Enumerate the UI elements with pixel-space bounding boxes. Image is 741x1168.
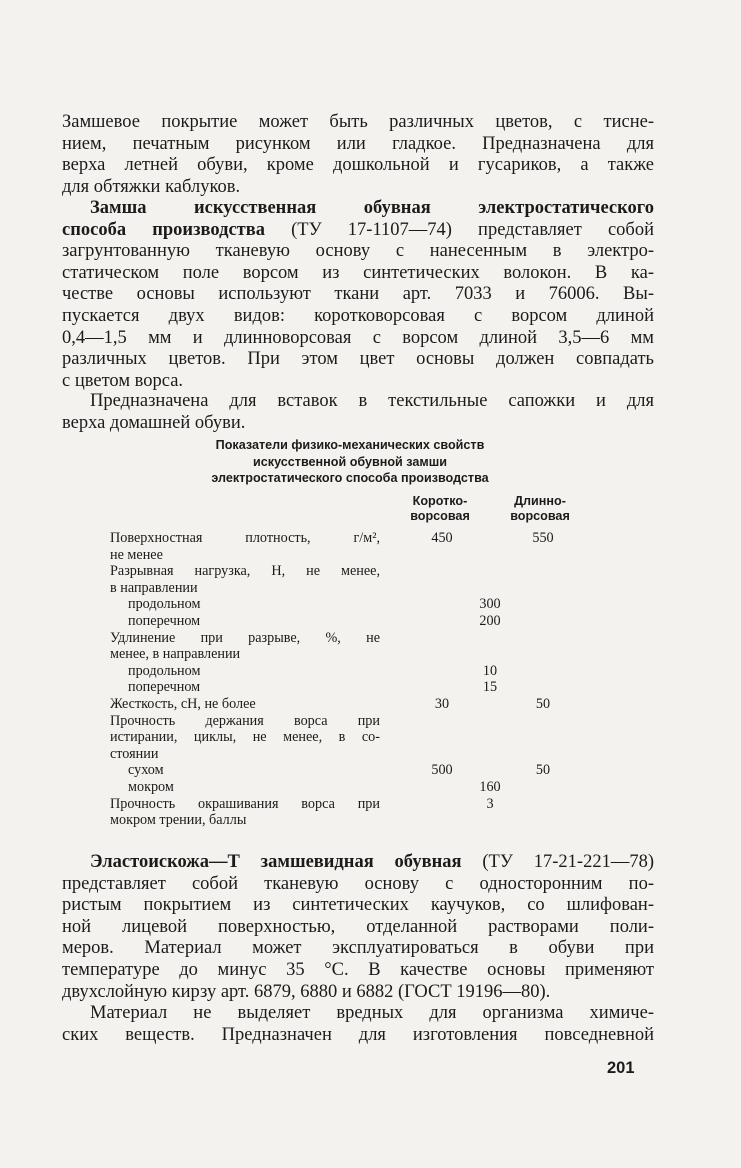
- value-long-pile: 550: [532, 530, 554, 546]
- text-line: Материал не выделяет вредных для организма химиче-: [90, 1003, 654, 1023]
- row-label: стоянии: [110, 745, 159, 762]
- table-row: [110, 530, 580, 547]
- text-line: верха домашней обуви.: [62, 412, 246, 433]
- text-line: Замшевое покрытие может быть различных цветов, с тисне-: [62, 112, 654, 132]
- paragraph-2: [62, 198, 654, 392]
- table-row: [110, 596, 580, 613]
- table-row: [110, 762, 580, 779]
- text-line: 0,4—1,5 мм и длинноворсовая с ворсом длиной 3,5—6 мм: [62, 327, 654, 348]
- table-row: [110, 663, 580, 680]
- value-common: 200: [479, 612, 501, 629]
- text-line: [62, 220, 654, 242]
- table-row: [110, 746, 580, 763]
- text-line: ной лицевой поверхностью, отделанной растворами поли-: [62, 916, 654, 937]
- paragraph-5: [62, 1003, 654, 1046]
- value-common: 15: [482, 679, 498, 696]
- paragraph-4: [62, 852, 654, 1003]
- row-label: поперечном: [128, 679, 201, 696]
- column-header-line: ворсовая: [410, 508, 470, 523]
- table-row: [110, 779, 580, 796]
- row-label: в направлении: [110, 579, 198, 596]
- table-title-line: электростатического способа производства: [211, 471, 489, 485]
- column-header-long-pile: [500, 494, 580, 523]
- table-row: [110, 812, 580, 829]
- table-row: [110, 696, 580, 713]
- table-row: [110, 713, 580, 730]
- value-common: 160: [479, 778, 501, 795]
- text-line: различных цветов. При этом цвет основы должен совпадать: [62, 349, 654, 370]
- table-row: [110, 580, 580, 597]
- row-label: Прочность окрашивания ворса при: [110, 795, 380, 812]
- row-label: Жесткость, сН, не более: [110, 695, 256, 712]
- column-header-line: ворсовая: [510, 508, 570, 523]
- bold-term: Замша искусственная обувная электростатического: [90, 198, 654, 218]
- text-line: представляет собой тканевую основу с односторонним по-: [62, 873, 654, 894]
- row-label: Поверхностная плотность, г/м²,: [110, 530, 380, 546]
- text-line: двухслойную кирзу арт. 6879, 6880 и 6882 (ГОСТ 19196—80).: [62, 981, 551, 1002]
- row-label: Удлинение при разрыве, %, не: [110, 629, 380, 646]
- bold-term: способа производства: [62, 219, 265, 240]
- row-label: истирании, циклы, не менее, в со-: [110, 729, 380, 746]
- text-line: пускается двух видов: коротковорсовая с ворсом длиной: [62, 305, 654, 326]
- text-line: честве основы используют ткани арт. 7033 и 76006. Вы-: [62, 284, 654, 305]
- column-header-line: Длинно-: [514, 494, 566, 508]
- text-run: (ТУ 17-21-221—78): [461, 852, 655, 872]
- table-row: [110, 613, 580, 630]
- row-label: Прочность держания ворса при: [110, 712, 380, 729]
- row-label: мокром трении, баллы: [110, 812, 247, 829]
- row-label: продольном: [128, 596, 201, 613]
- table-row: [110, 646, 580, 663]
- row-label: не менее: [110, 546, 163, 563]
- text-line: температуре до минус 35 °С. В качестве основы применяют: [62, 959, 654, 980]
- row-label: менее, в направлении: [110, 646, 241, 663]
- value-short-pile: 30: [434, 695, 450, 712]
- text-line: статическом поле ворсом из синтетических волокон. В ка-: [62, 262, 654, 283]
- table-title-line: Показатели физико-механических свойств: [215, 438, 485, 452]
- text-line: нием, печатным рисунком или гладкое. Предназначена для: [62, 133, 654, 154]
- table-row: [110, 796, 580, 813]
- column-header-short-pile: [400, 494, 480, 523]
- table-row: [110, 563, 580, 580]
- table-row: [110, 679, 580, 696]
- bold-term: Эластоискожа—Т замшевидная обувная: [90, 852, 462, 872]
- text-line: для обтяжки каблуков.: [62, 176, 241, 197]
- properties-table: [110, 530, 580, 829]
- row-label: мокром: [128, 778, 174, 795]
- value-long-pile: 50: [535, 762, 551, 779]
- paragraph-1: [62, 112, 654, 198]
- value-common: 3: [486, 795, 494, 812]
- table-row: [110, 729, 580, 746]
- text-line: загрунтованную тканевую основу с нанесенным в электро-: [62, 241, 654, 262]
- table-title-line: искусственной обувной замши: [253, 454, 447, 469]
- text-line: с цветом ворса.: [62, 370, 184, 391]
- text-line: меров. Материал может эксплуатироваться в обуви при: [62, 938, 654, 959]
- paragraph-3: [62, 391, 654, 434]
- text-line: [62, 198, 654, 220]
- row-label: сухом: [128, 762, 164, 779]
- text-line: верха летней обуви, кроме дошкольной и гусариков, а также: [62, 155, 654, 176]
- value-common: 10: [482, 662, 498, 679]
- value-short-pile: 500: [431, 762, 453, 779]
- text-line: ристым покрытием из синтетических каучуков, со шлифован-: [62, 895, 654, 916]
- text-run: (ТУ 17-1107—74) представляет собой: [264, 219, 654, 240]
- row-label: продольном: [128, 662, 201, 679]
- row-label: поперечном: [128, 612, 201, 629]
- table-title: [110, 437, 590, 487]
- value-common: 300: [479, 596, 501, 613]
- value-short-pile: 450: [431, 530, 453, 546]
- table-row: [110, 630, 580, 647]
- value-long-pile: 50: [535, 695, 551, 712]
- text-line: Предназначена для вставок в текстильные сапожки и для: [90, 391, 654, 411]
- page-number: 201: [607, 1059, 635, 1077]
- row-label: Разрывная нагрузка, Н, не менее,: [110, 563, 380, 580]
- table-row: [110, 547, 580, 564]
- column-header-line: Коротко-: [412, 494, 468, 508]
- text-line: ских веществ. Предназначен для изготовления повседневной: [62, 1024, 654, 1045]
- text-line: [62, 852, 654, 874]
